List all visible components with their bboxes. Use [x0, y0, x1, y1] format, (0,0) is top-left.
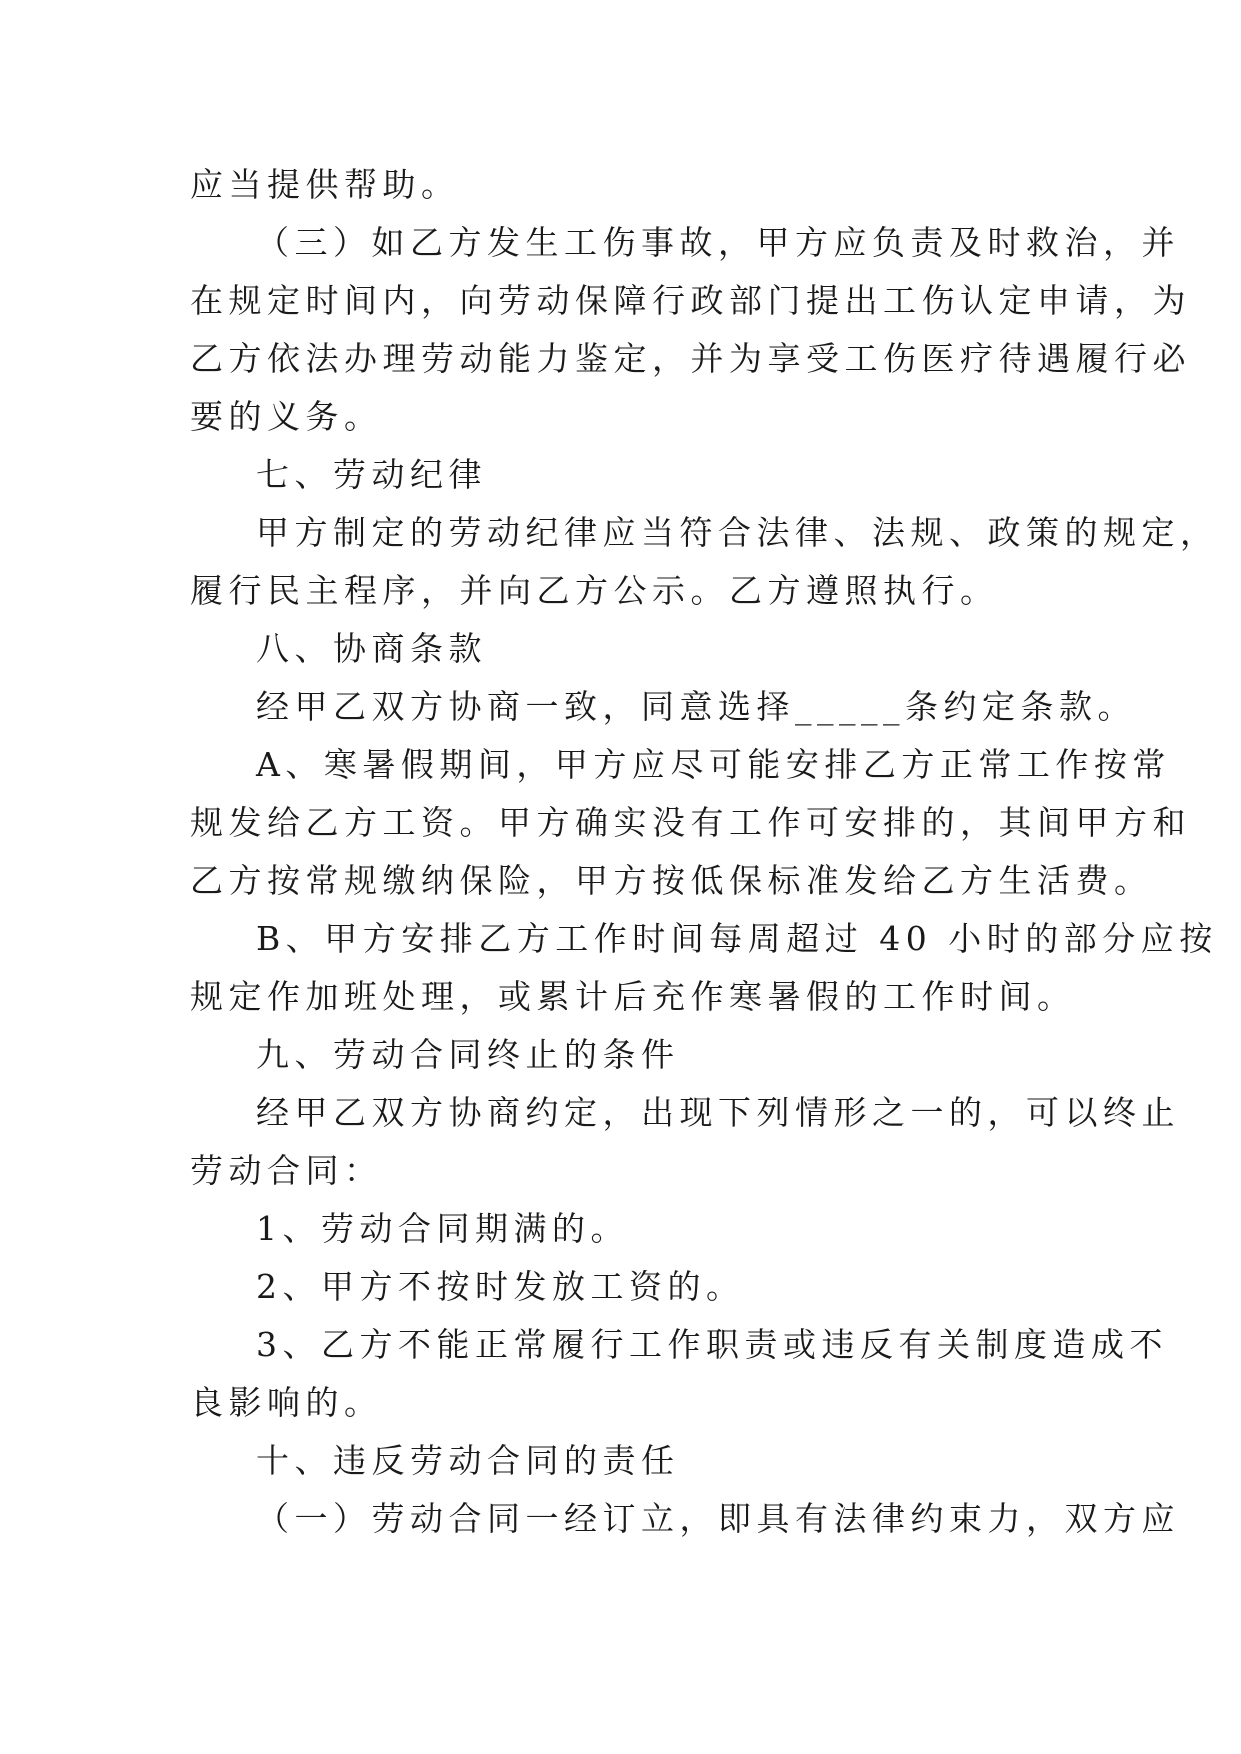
section-heading: 十、违反劳动合同的责任: [256, 1441, 680, 1480]
list-item: 1、劳动合同期满的。: [256, 1209, 629, 1248]
text-line: 良影响的。: [190, 1383, 383, 1422]
text-line: （一）劳动合同一经订立，即具有法律约束力，双方应: [256, 1499, 1180, 1538]
text-line: 在规定时间内，向劳动保障行政部门提出工伤认定申请，为: [190, 281, 1191, 320]
list-item: 2、甲方不按时发放工资的。: [256, 1267, 745, 1306]
text-line: A、寒暑假期间，甲方应尽可能安排乙方正常工作按常: [256, 745, 1171, 784]
text-line: 应当提供帮助。: [190, 165, 460, 204]
section-heading: 八、协商条款: [256, 629, 487, 668]
text-line: 劳动合同：: [190, 1151, 383, 1190]
text-line: 履行民主程序，并向乙方公示。乙方遵照执行。: [190, 571, 999, 610]
text-line: 乙方按常规缴纳保险，甲方按低保标准发给乙方生活费。: [190, 861, 1153, 900]
list-item: 3、乙方不能正常履行工作职责或违反有关制度造成不: [256, 1325, 1168, 1364]
text-line: B、甲方安排乙方工作时间每周超过 40 小时的部分应按: [256, 919, 1218, 958]
section-heading: 七、劳动纪律: [256, 455, 487, 494]
text-line: 要的义务。: [190, 397, 383, 436]
text-line: 乙方依法办理劳动能力鉴定，并为享受工伤医疗待遇履行必: [190, 339, 1191, 378]
text-line: 经甲乙双方协商约定，出现下列情形之一的，可以终止: [256, 1093, 1180, 1132]
section-heading: 九、劳动合同终止的条件: [256, 1035, 680, 1074]
text-line: 规发给乙方工资。甲方确实没有工作可安排的，其间甲方和: [190, 803, 1191, 842]
text-line: 甲方制定的劳动纪律应当符合法律、法规、政策的规定，: [256, 513, 1219, 552]
text-line: （三）如乙方发生工伤事故，甲方应负责及时救治，并: [256, 223, 1180, 262]
text-line: 规定作加班处理，或累计后充作寒暑假的工作时间。: [190, 977, 1076, 1016]
text-line: 经甲乙双方协商一致，同意选择_____条约定条款。: [256, 687, 1136, 726]
